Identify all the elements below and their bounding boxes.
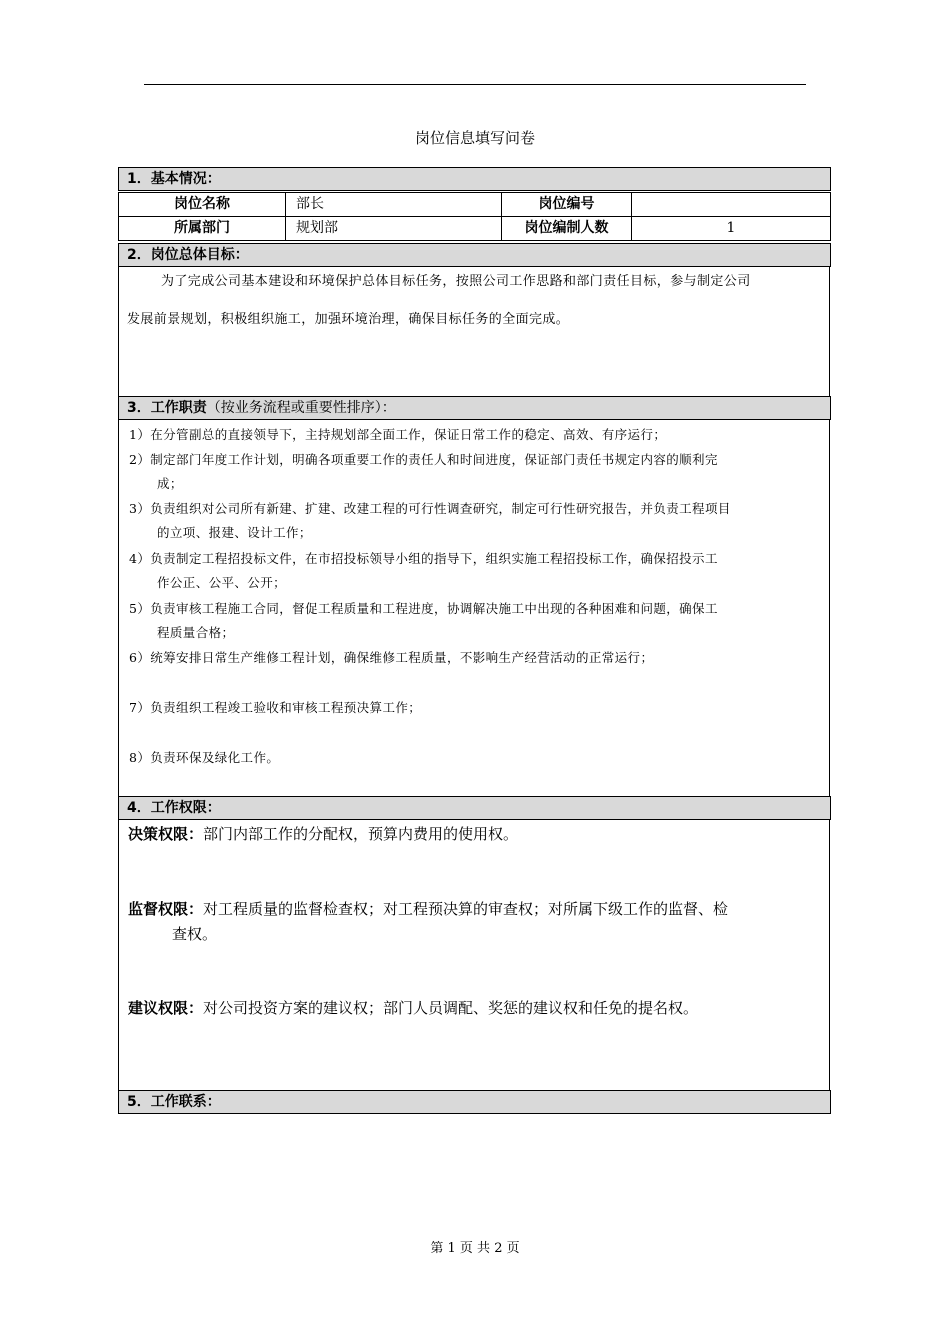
section-basic-heading: 1．基本情况： [118, 167, 831, 191]
value-headcount: 1 [631, 216, 831, 241]
section-authority-heading: 4．工作权限： [118, 796, 831, 820]
page-footer: 第 1 页 共 2 页 [430, 1241, 520, 1256]
authority-decision-key: 决策权限： [128, 825, 204, 843]
section-contacts-heading: 5．工作联系： [118, 1090, 831, 1114]
authority-decision: 决策权限：部门内部工作的分配权，预算内费用的使用权。 [128, 825, 519, 843]
authority-box [118, 819, 830, 1091]
authority-supervision-key: 监督权限： [128, 900, 204, 918]
basic-info-grid [118, 192, 831, 242]
label-headcount: 岗位编制人数 [501, 216, 632, 241]
authority-advice-key: 建议权限： [128, 999, 204, 1017]
duty-item-3: 3）负责组织对公司所有新建、扩建、改建工程的可行性调查研究，制定可行性研究报告，并负责工程项目 的立项、报建、设计工作； [129, 501, 731, 540]
duty-item-8: 8）负责环保及绿化工作。 [129, 750, 280, 765]
label-department: 所属部门 [118, 216, 286, 241]
duty-item-4: 4）负责制定工程招投标文件，在市招投标领导小组的指导下，组织实施工程招投标工作，确保招投示工 作公正、公平、公开； [129, 551, 718, 590]
value-position-name: 部长 [285, 192, 502, 217]
value-department: 规划部 [285, 216, 502, 241]
duty-item-6: 6）统筹安排日常生产维修工程计划，确保维修工程质量，不影响生产经营活动的正常运行； [129, 650, 654, 665]
value-position-code [631, 192, 831, 217]
duty-item-7: 7）负责组织工程竣工验收和审核工程预决算工作； [129, 700, 422, 715]
header-rule [144, 84, 806, 85]
label-position-name: 岗位名称 [118, 192, 286, 217]
authority-supervision: 监督权限：对工程质量的监督检查权；对工程预决算的审查权；对所属下级工作的监督、检 查权。 [128, 900, 729, 943]
section-goal-heading: 2．岗位总体目标： [118, 243, 831, 267]
goal-line-1: 为了完成公司基本建设和环境保护总体目标任务，按照公司工作思路和部门责任目标，参与制定公司 [161, 274, 751, 289]
authority-advice: 建议权限：对公司投资方案的建议权；部门人员调配、奖惩的建议权和任免的提名权。 [128, 999, 699, 1017]
duty-item-5: 5）负责审核工程施工合同，督促工程质量和工程进度，协调解决施工中出现的各种困难和问题，确保工 程质量合格； [129, 601, 718, 640]
duty-item-2: 2）制定部门年度工作计划，明确各项重要工作的责任人和时间进度，保证部门责任书规定内容的顺利完 成； [129, 452, 718, 491]
section-duties-heading: 3．工作职责（按业务流程或重要性排序）： [118, 396, 831, 420]
label-position-code: 岗位编号 [501, 192, 632, 217]
duty-item-1: 1）在分管副总的直接领导下，主持规划部全面工作，保证日常工作的稳定、高效、有序运行； [129, 427, 667, 442]
document-title: 岗位信息填写问卷 [414, 129, 535, 147]
goal-line-2: 发展前景规划，积极组织施工，加强环境治理，确保目标任务的全面完成。 [127, 312, 570, 327]
